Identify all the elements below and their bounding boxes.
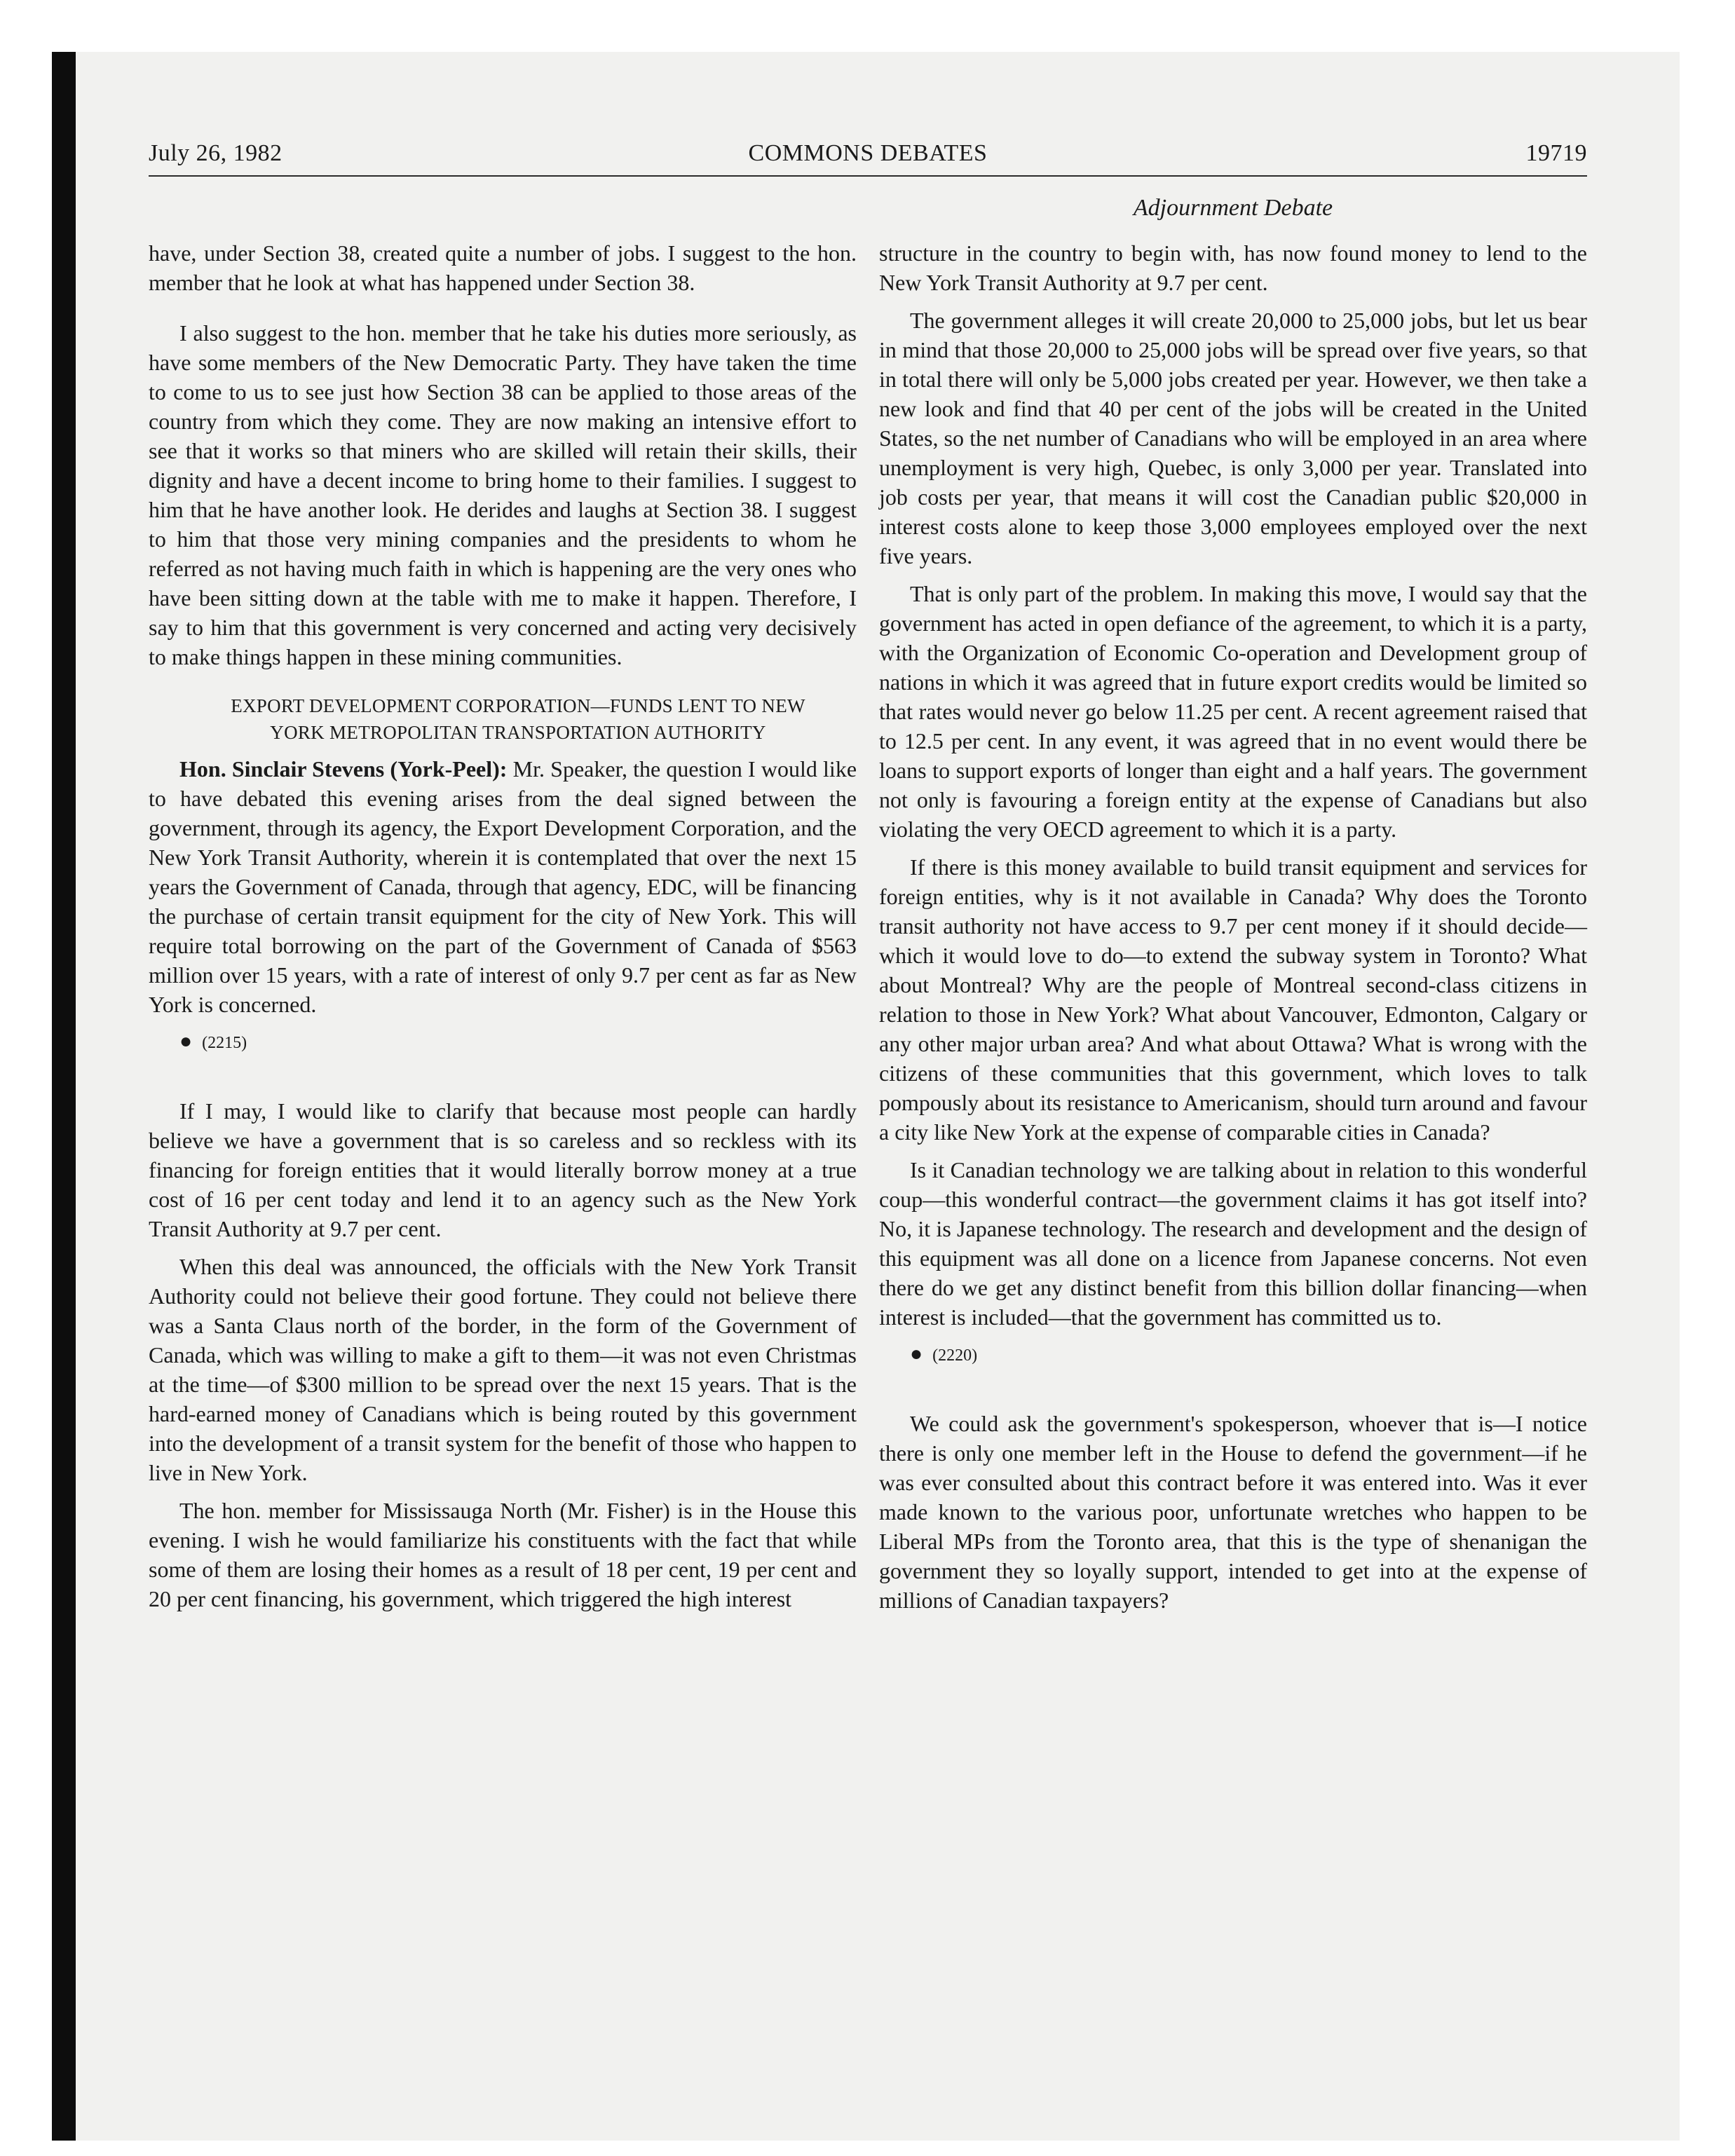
time-marker — [879, 1340, 1587, 1370]
scan-edge-bar — [52, 52, 76, 2141]
header-rule — [149, 175, 1587, 177]
paragraph: That is only part of the problem. In making this move, I would say that the government has acted in open defiance of the agreement, to which it is a party, with the Organization of Economic Co-operation and Development group of nations in which it was agreed that in future export credits would be limited so that rates would never go below 11.25 per cent. A recent agreement raised that to 12.5 per cent. In any event, it was agreed that in no event would there be loans to support exports of longer than eight and a half years. The government not only is favouring a foreign entity at the expense of Canadians but also violating the very OECD agreement to which it is a party. — [879, 581, 1587, 842]
speech-text: Mr. Speaker, the question I would like to have debated this evening arises from the deal signed between the government, through its agency, the Export Development Corporation, and the New York Transit Authority, wherein it is contemplated that over the next 15 years the Government of Canada, through that agency, EDC, will be financing the purchase of certain transit equipment for the city of New York. This will require total borrowing on the part of the Government of Canada of $563 million over 15 years, with a rate of interest of only 9.7 per cent as far as New York is concerned. — [149, 756, 857, 1017]
paragraph: We could ask the government's spokesperson, whoever that is—I notice there is only one member left in the House to defend the government—if he was ever consulted about this contract before it was entered into. Was it ever made known to the various poor, unfortunate wretches who happen to be Liberal MPs from the Toronto area, that this is the type of shenanigan the government they so loyally support, intended to get into at the expense of millions of Canadian taxpayers? — [879, 1411, 1587, 1613]
paragraph — [149, 754, 857, 1019]
paragraph: structure in the country to begin with, has now found money to lend to the New York Transit Authority at 9.7 per cent. — [879, 240, 1587, 295]
paragraph: I also suggest to the hon. member that he take his duties more seriously, as have some members of the New Democratic Party. They have taken the time to come to us to see just how Section 38 can be applied to those areas of the country from which they come. They are now making an intensive effort to see that it works so that miners who are skilled will retain their skills, their dignity and have a decent income to bring home to their families. I suggest to him that he have another look. He derides and laughs at Section 38. I suggest to him that those very mining companies and the presidents to whom he referred as not having much faith in which is happening are the very ones who have been sitting down at the table with me to make it happen. Therefore, I say to him that this government is very concerned and acting very decisively to make things happen in these mining communities. — [149, 320, 857, 669]
paragraph: have, under Section 38, created quite a number of jobs. I suggest to the hon. member that he look at what has happened under Section 38. — [149, 240, 857, 295]
bullet-icon: ● — [179, 1030, 193, 1053]
page-header — [149, 140, 1587, 175]
paragraph: If there is this money available to build transit equipment and services for foreign entities, why is it not available in Canada? Why does the Toronto transit authority not have access to 9.7 per cent money if it should decide—which it would love to do—to extend the subway system in Toronto? What about Montreal? Why are the people of Montreal second-class citizens in relation to those in New York? What about Vancouver, Edmonton, Calgary or any other major urban area? And what about Ottawa? What is wrong with the citizens of these communities that this government, which loves to talk pompously about its resistance to Americanism, should turn around and favour a city like New York at the expense of comparable cities in Canada? — [879, 854, 1587, 1145]
debate-heading-line: EXPORT DEVELOPMENT CORPORATION—FUNDS LENT TO NEW — [231, 695, 805, 716]
header-date: July 26, 1982 — [149, 140, 283, 166]
time-marker-text: (2215) — [202, 1034, 247, 1052]
paragraph: When this deal was announced, the officials with the New York Transit Authority could not believe their good fortune. They could not believe there was a Santa Claus north of the border, in the form of the Government of Canada, which was willing to make a gift to them—it was not even Christmas at the time—of $300 million to be spread over the next 15 years. That is the hard-earned money of Canadians which is being routed by this government into the development of a transit system for the benefit of those who happen to live in New York. — [149, 1254, 857, 1485]
time-marker-text: (2220) — [932, 1346, 978, 1365]
paragraph: Is it Canadian technology we are talking about in relation to this wonderful coup—this wonderful contract—the government claims it has got itself into? No, it is Japanese technology. The research and development and the design of this equipment was all done on a licence from Japanese concerns. Not even there do we get any distinct benefit from this billion dollar financing—when interest is included—that the government has committed us to. — [879, 1157, 1587, 1330]
header-publication: COMMONS DEBATES — [748, 140, 988, 166]
debate-heading-line: YORK METROPOLITAN TRANSPORTATION AUTHORITY — [270, 722, 766, 743]
paragraph: The hon. member for Mississauga North (Mr. Fisher) is in the House this evening. I wish he would familiarize his constituents with the fact that while some of them are losing their homes as a result of 18 per cent, 19 per cent and 20 per cent financing, his government, which triggered the high interest — [149, 1498, 857, 1611]
paragraph: If I may, I would like to clarify that because most people can hardly believe we have a government that is so careless and so reckless with its financing for foreign entities that it would literally borrow money at a true cost of 16 per cent today and lend it to an agency such as the New York Transit Authority at 9.7 per cent. — [149, 1098, 857, 1241]
bullet-icon: ● — [910, 1342, 923, 1365]
time-marker — [149, 1028, 857, 1057]
header-page-number: 19719 — [1525, 140, 1587, 166]
right-column — [879, 238, 1587, 1615]
paragraph: The government alleges it will create 20,000 to 25,000 jobs, but let us bear in mind that those 20,000 to 25,000 jobs will be spread over five years, so that in total there will only be 5,000 jobs created per year. However, we then take a new look and find that 40 per cent of the jobs will be created in the United States, so the net number of Canadians who will be employed in an area where unemployment is very high, Quebec, is only 3,000 per year. Translated into job costs per year, that means it will cost the Canadian public $20,000 in interest costs alone to keep those 3,000 employees employed over the next five years. — [879, 308, 1587, 568]
left-column — [149, 238, 857, 1613]
speaker-name: Hon. Sinclair Stevens (York-Peel): — [179, 756, 508, 782]
section-label: Adjournment Debate — [1133, 195, 1333, 221]
